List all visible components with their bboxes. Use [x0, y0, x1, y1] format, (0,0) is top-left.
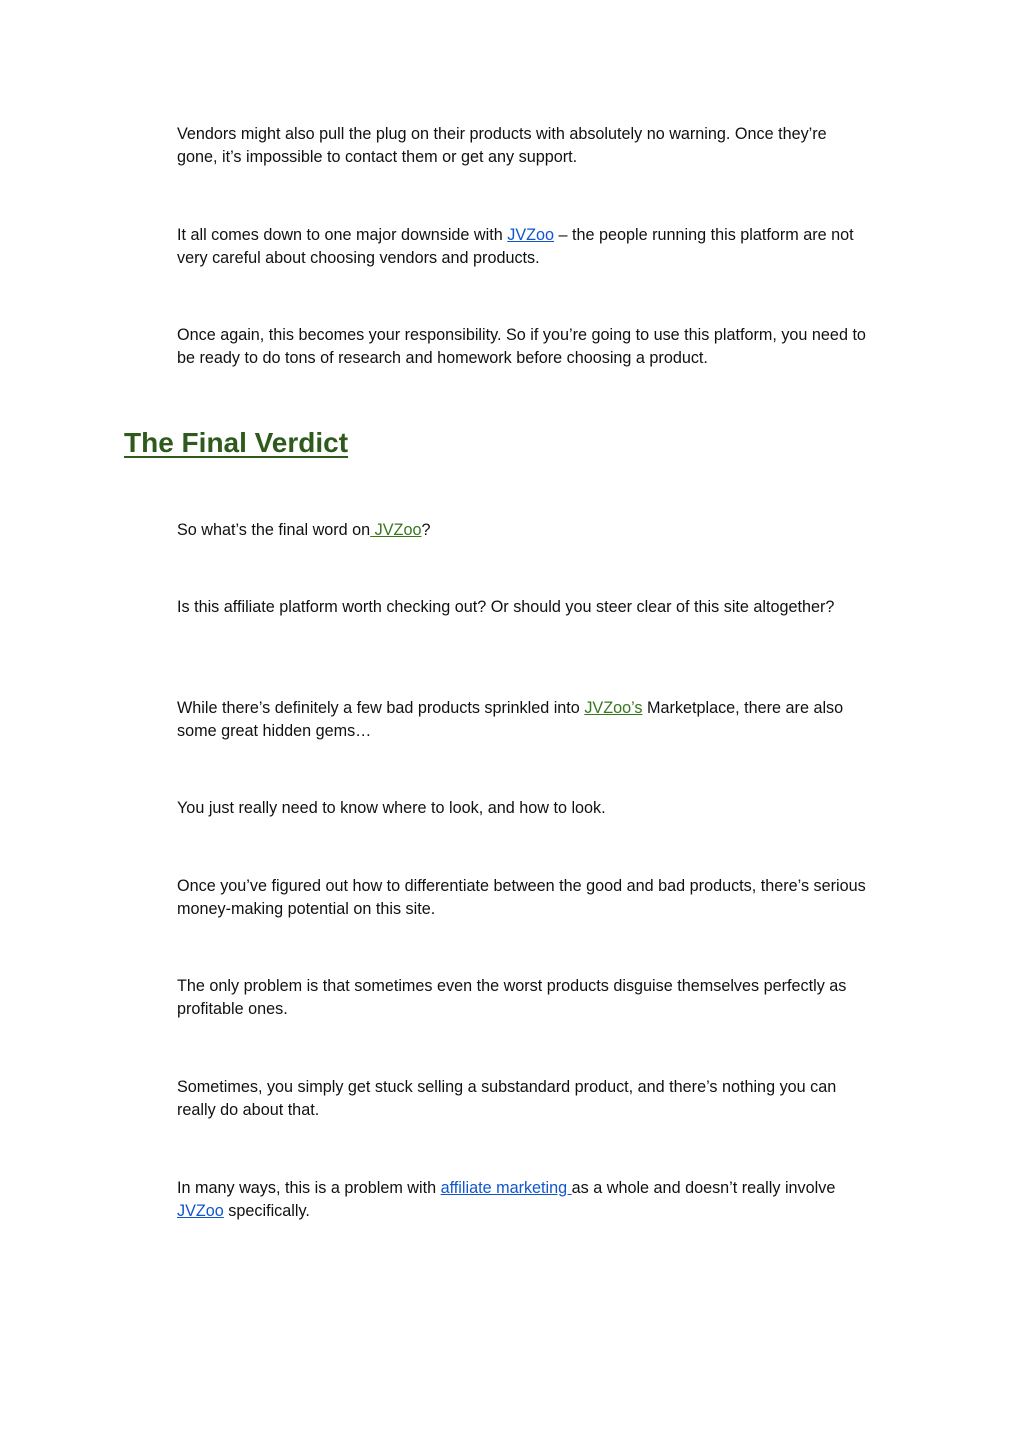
paragraph-text: You just really need to know where to look, and how to look. [177, 799, 606, 817]
paragraph-text-before: It all comes down to one major downside with [177, 226, 508, 244]
jvzoo-link[interactable]: JVZoo [507, 226, 555, 244]
section-heading-final-verdict: The Final Verdict [124, 427, 349, 458]
paragraph-text: Sometimes, you simply get stuck selling a substandard product, and there’s nothing you can really do about that. [177, 1078, 837, 1119]
paragraph-money-making-potential [177, 875, 867, 921]
paragraph-affiliate-marketing [177, 1177, 867, 1223]
paragraph-disguise [177, 975, 867, 1021]
jvzoo-link[interactable]: JVZoo [177, 1202, 224, 1220]
affiliate-marketing-link[interactable]: affiliate marketing [440, 1179, 572, 1197]
paragraph-text-after: ? [421, 521, 431, 539]
paragraph-worth-checking [177, 596, 867, 619]
paragraph-text: Once you’ve figured out how to differentiate between the good and bad products, there’s serious money-making potential on this site. [177, 877, 866, 918]
paragraph-vendors-pull-plug [177, 123, 867, 169]
paragraph-text: Once again, this becomes your responsibility. So if you’re going to use this platform, you need to be ready to do tons of research and homework before choosing a product. [177, 326, 866, 367]
paragraph-substandard-product [177, 1076, 867, 1122]
paragraph-final-word [177, 519, 867, 542]
jvzoos-link[interactable]: JVZoo’s [584, 699, 643, 717]
jvzoo-link[interactable]: JVZoo [370, 521, 422, 539]
paragraph-text-after: specifically. [223, 1202, 310, 1220]
paragraph-text-after: – the people running this platform are not very careful about choosing vendors and products. [177, 226, 854, 267]
paragraph-text: Vendors might also pull the plug on their products with absolutely no warning. Once they’re gone, it’s impossible to contact them or get any support. [177, 125, 827, 166]
paragraph-text: Is this affiliate platform worth checking out? Or should you steer clear of this site altogether? [177, 598, 835, 616]
paragraph-text-before: So what’s the final word on [177, 521, 371, 539]
paragraph-text-middle: as a whole and doesn’t really involve [571, 1179, 836, 1197]
paragraph-major-downside [177, 224, 867, 270]
paragraph-text: The only problem is that sometimes even the worst products disguise themselves perfectly as profitable ones. [177, 977, 847, 1018]
paragraph-hidden-gems [177, 697, 867, 743]
paragraph-text-before: While there’s definitely a few bad products sprinkled into [177, 699, 585, 717]
paragraph-text-after: Marketplace, there are also some great hidden gems… [177, 699, 844, 740]
paragraph-text-before: In many ways, this is a problem with [177, 1179, 441, 1197]
paragraph-responsibility [177, 324, 867, 370]
paragraph-where-to-look [177, 797, 867, 820]
